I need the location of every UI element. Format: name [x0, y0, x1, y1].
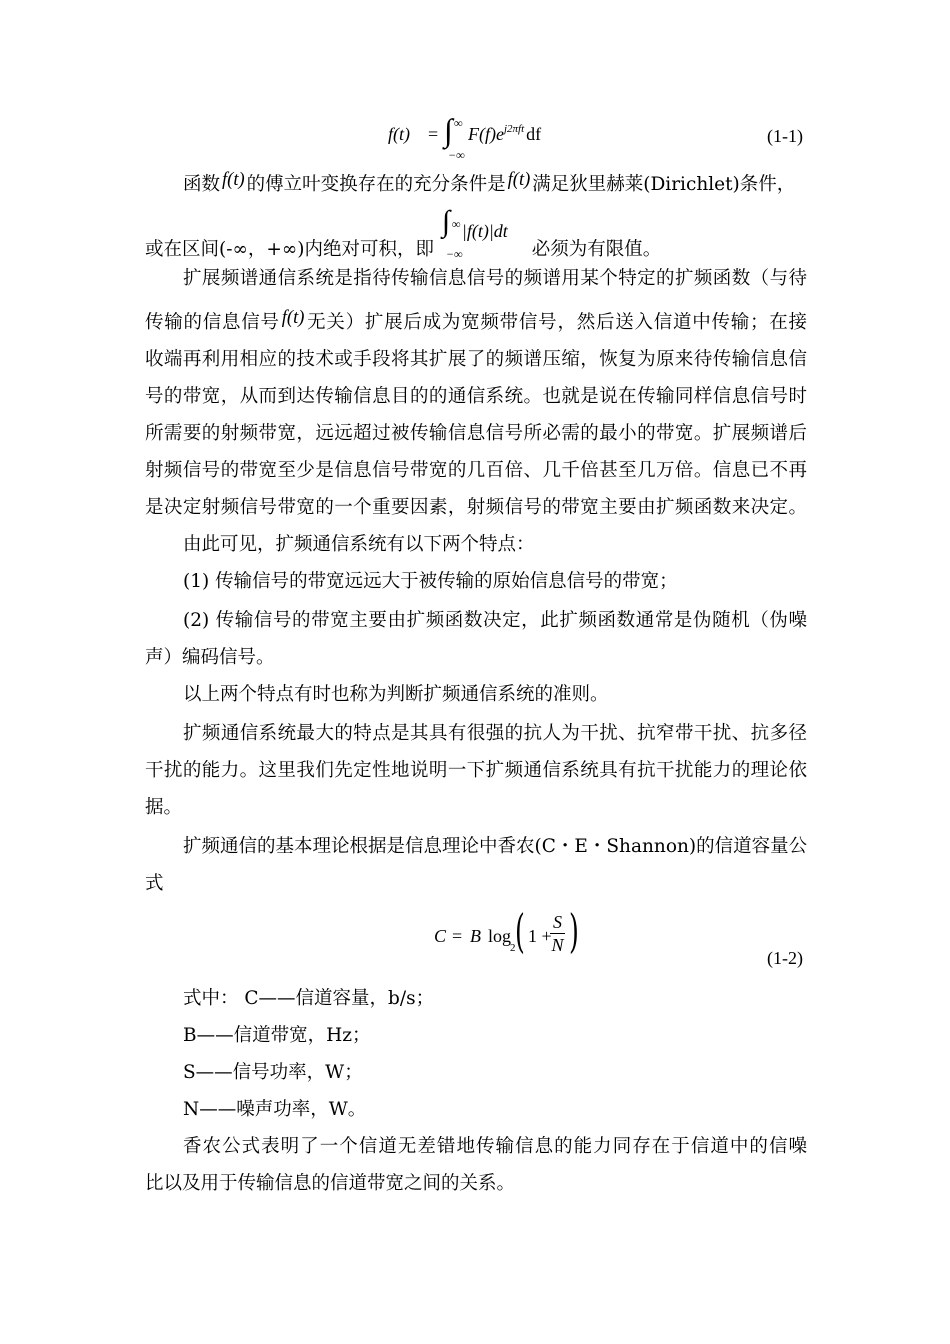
def-s: S——信号功率，W；	[183, 1062, 363, 1083]
para1-integral: ∫	[441, 205, 451, 238]
eq2-equals: =	[452, 926, 463, 946]
para1-line2	[145, 205, 807, 261]
para1-text-d: 或在区间(-∞，+∞)内绝对可积，即	[145, 239, 435, 260]
para5-line2: 干扰的能力。这里我们先定性地说明一下扩频通信系统具有抗干扰能力的理论依	[145, 760, 807, 781]
equation-1-1	[388, 112, 808, 162]
para1-text-c: 满足狄里赫莱(Dirichlet)条件，	[532, 174, 796, 195]
para1-text-a: 函数	[183, 174, 221, 195]
para6-line1: 扩频通信的基本理论根据是信息理论中香农(C・E・Shannon)的信道容量公	[183, 836, 808, 857]
eq1-lhs: f(t)	[388, 124, 410, 144]
para1-abs-body: |f(t)|dt	[461, 221, 508, 241]
eq2-one-plus: 1 +	[528, 926, 552, 946]
eq1-upper-limit: ∞	[454, 116, 463, 130]
eq2-lhs: C	[434, 926, 447, 946]
eq1-integrand	[468, 124, 541, 145]
eq2-right-paren: )	[569, 904, 579, 958]
para1-integral-expr	[440, 205, 526, 261]
eq1-number: (1-1)	[767, 126, 803, 146]
eq2-left-paren: (	[515, 904, 525, 958]
para2-text-a: 传输的信息信号	[145, 312, 280, 333]
para7-line1: 香农公式表明了一个信道无差错地传输信息的能力同存在于信道中的信噪	[183, 1136, 807, 1157]
def-n: N——噪声功率，W。	[183, 1099, 367, 1120]
para1-text-b: 的傅立叶变换存在的充分条件是	[246, 174, 506, 195]
eq1-equals: =	[428, 124, 439, 144]
para1-int-upper: ∞	[451, 217, 461, 231]
eq2-bandwidth: B	[470, 926, 481, 946]
para2-text-b: 无关）扩展后成为宽频带信号，然后送入信道中传输；在接	[306, 312, 807, 333]
eq2-number: (1-2)	[767, 948, 803, 968]
eq2-denominator: N	[551, 935, 564, 955]
eq2-log: log	[488, 926, 512, 946]
equation-1-2	[434, 904, 808, 970]
para7-line2: 比以及用于传输信息的信道带宽之间的关系。	[145, 1173, 516, 1194]
para2-line7: 是决定射频信号带宽的一个重要因素，射频信号的带宽主要由扩频函数来决定。	[145, 497, 807, 518]
para1-int-lower: −∞	[445, 247, 463, 261]
para1-ft-1: f(t)	[222, 170, 245, 190]
para2-line3: 收端再利用相应的技术或手段将其扩展了的频谱压缩，恢复为原来待传输信息信	[145, 349, 807, 370]
item1: (1) 传输信号的带宽远远大于被传输的原始信息信号的带宽；	[183, 571, 678, 592]
def-c: 式中： C——信道容量，b/s；	[183, 988, 435, 1009]
eq2-fraction	[550, 911, 565, 956]
para5-line3: 据。	[145, 797, 183, 818]
para2-ft: f(t)	[281, 308, 305, 328]
para2-line5: 所需要的射频带宽，远远超过被传输信息信号所必需的最小的带宽。扩展频谱后	[145, 423, 807, 444]
item2-line2: 声）编码信号。	[145, 647, 275, 668]
eq2-log-base: 2	[510, 942, 516, 954]
para2-line1: 扩展频谱通信系统是指待传输信息信号的频谱用某个特定的扩频函数（与待	[183, 268, 807, 289]
eq1-exponent: j2πft	[503, 123, 525, 135]
para2-line4: 号的带宽，从而到达传输信息目的的通信系统。也就是说在传输同样信息信号时	[145, 386, 807, 407]
para4: 以上两个特点有时也称为判断扩频通信系统的准则。	[183, 684, 609, 705]
eq1-lower-limit: −∞	[448, 148, 465, 162]
para1-line1	[183, 172, 807, 198]
def-b: B——信道带宽，Hz；	[183, 1025, 371, 1046]
para5-line1: 扩频通信系统最大的特点是其具有很强的抗人为干扰、抗窄带干扰、抗多径	[183, 723, 807, 744]
eq1-body: F(f)e	[468, 124, 504, 144]
para1-ft-2: f(t)	[507, 170, 531, 190]
para1-text-e: 必须为有限值。	[531, 239, 662, 260]
eq1-df: df	[526, 124, 542, 144]
eq1-integral: ∫	[444, 112, 453, 148]
para3: 由此可见，扩频通信系统有以下两个特点：	[183, 534, 535, 555]
para2-line2	[145, 310, 807, 336]
para6-line2: 式	[145, 873, 164, 894]
eq2-numerator: S	[550, 911, 565, 934]
para2-line6: 射频信号的带宽至少是信息信号带宽的几百倍、几千倍甚至几万倍。信息已不再	[145, 460, 807, 481]
item2-line1: (2) 传输信号的带宽主要由扩频函数决定，此扩频函数通常是伪随机（伪噪	[183, 610, 807, 631]
